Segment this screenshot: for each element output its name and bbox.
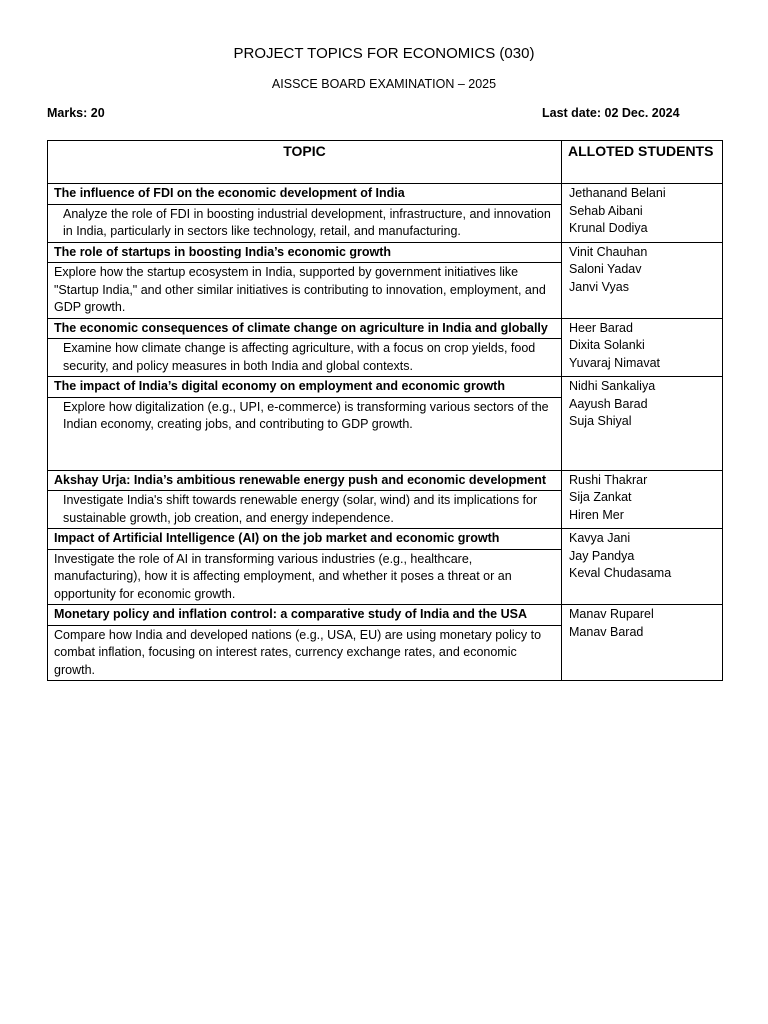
students-column-header: ALLOTED STUDENTS xyxy=(562,141,723,184)
students-cell xyxy=(562,377,723,471)
student-name: Nidhi Sankaliya xyxy=(569,379,656,393)
student-name: Jay Pandya xyxy=(569,548,635,563)
topic-description: Compare how India and developed nations (e.g., USA, EU) are using monetary policy to combat inflation, focusing on interest rates, currency exchange rates, and economic growth. xyxy=(48,625,562,681)
table-row xyxy=(48,377,723,398)
topic-description: Analyze the role of FDI in boosting industrial development, infrastructure, and innovation in India, particularly in sectors like technology, retail, and manufacturing. xyxy=(48,204,562,242)
student-name: Jethanand Belani xyxy=(569,186,666,200)
table-row xyxy=(48,184,723,205)
students-cell xyxy=(562,529,723,605)
topic-title: The role of startups in boosting India’s economic growth xyxy=(48,242,562,263)
student-name: Manav Ruparel xyxy=(569,607,654,621)
students-cell xyxy=(562,318,723,377)
student-name: Sija Zankat xyxy=(569,490,632,504)
topic-description: Investigate India's shift towards renewable energy (solar, wind) and its implications for sustainable growth, job creation, and energy independence. xyxy=(48,491,562,529)
table-row xyxy=(48,605,723,626)
student-name: Aayush Barad xyxy=(569,396,648,411)
table-row xyxy=(48,242,723,263)
topic-description: Explore how the startup ecosystem in India, supported by government initiatives like "Startup India," and other similar initiatives is contributing to innovation, employment, and GDP growth. xyxy=(48,263,562,319)
student-name: Keval Chudasama xyxy=(569,566,672,580)
student-name: Rushi Thakrar xyxy=(569,472,648,487)
student-name: Dixita Solanki xyxy=(569,338,645,352)
table-row xyxy=(48,318,723,339)
student-name: Krunal Dodiya xyxy=(569,221,648,235)
student-name: Saloni Yadav xyxy=(569,262,642,276)
topics-table xyxy=(47,140,723,681)
topic-description: Explore how digitalization (e.g., UPI, e-commerce) is transforming various sectors of the Indian economy, creating jobs, and contributing to GDP growth. xyxy=(48,397,562,470)
document-subtitle: AISSCE BOARD EXAMINATION – 2025 xyxy=(271,77,497,91)
table-row xyxy=(48,529,723,550)
topic-title: The influence of FDI on the economic development of India xyxy=(48,184,562,205)
student-name: Janvi Vyas xyxy=(569,279,629,294)
topic-title: The impact of India’s digital economy on employment and economic growth xyxy=(48,377,562,398)
student-name: Manav Barad xyxy=(569,624,644,639)
student-name: Yuvaraj Nimavat xyxy=(569,355,661,370)
topic-column-header: TOPIC xyxy=(48,141,562,184)
students-cell xyxy=(562,184,723,243)
topic-description: Investigate the role of AI in transforming various industries (e.g., healthcare, manufacturing), how it is affecting employment, and whether it poses a threat or an opportunity for economic growth. xyxy=(48,549,562,605)
student-name: Vinit Chauhan xyxy=(569,244,648,259)
topic-title: Monetary policy and inflation control: a comparative study of India and the USA xyxy=(48,605,562,626)
student-name: Hiren Mer xyxy=(569,507,624,522)
student-name: Kavya Jani xyxy=(569,531,631,545)
students-cell xyxy=(562,242,723,318)
student-name: Heer Barad xyxy=(569,320,633,335)
last-date-label: Last date: 02 Dec. 2024 xyxy=(542,106,680,120)
document-title: PROJECT TOPICS FOR ECONOMICS (030) xyxy=(233,45,535,62)
table-header-row xyxy=(48,141,723,184)
topic-title: The economic consequences of climate change on agriculture in India and globally xyxy=(48,318,562,339)
students-cell xyxy=(562,470,723,529)
table-row xyxy=(48,470,723,491)
topic-title: Impact of Artificial Intelligence (AI) on the job market and economic growth xyxy=(48,529,562,550)
topic-title: Akshay Urja: India’s ambitious renewable energy push and economic development xyxy=(48,470,562,491)
topic-description: Examine how climate change is affecting agriculture, with a focus on crop yields, food security, and policy measures in both India and global contexts. xyxy=(48,339,562,377)
student-name: Sehab Aibani xyxy=(569,203,643,218)
students-cell xyxy=(562,605,723,681)
marks-label: Marks: 20 xyxy=(47,106,105,120)
student-name: Suja Shiyal xyxy=(569,414,632,428)
